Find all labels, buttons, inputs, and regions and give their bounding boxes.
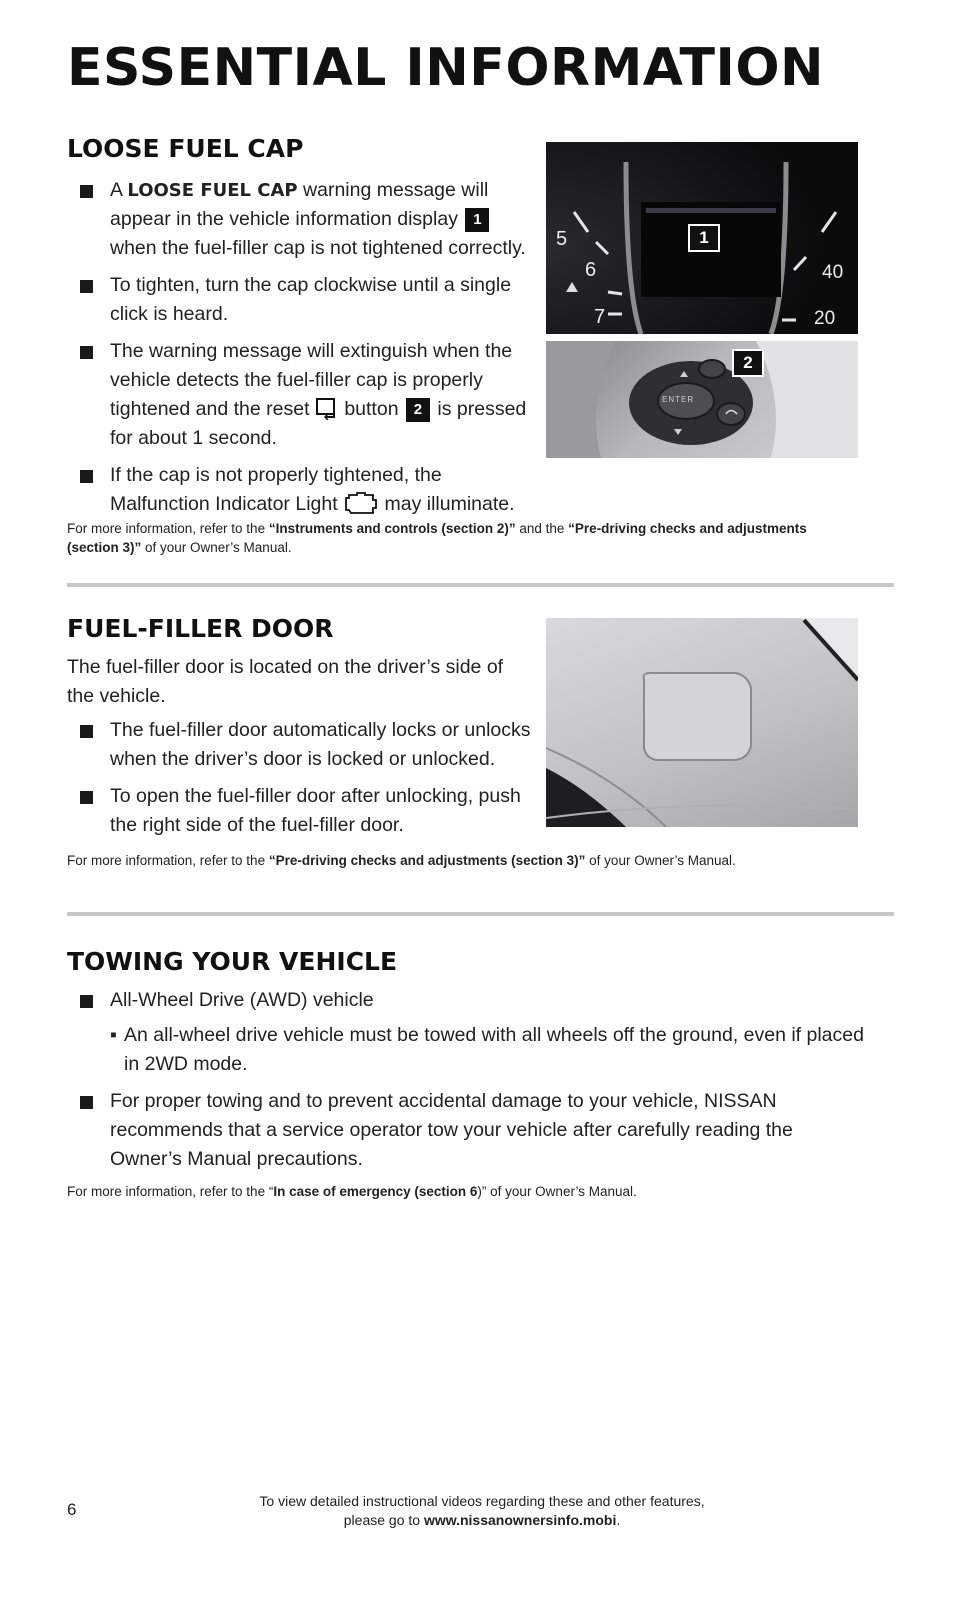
gauge-number: 20 xyxy=(814,308,836,329)
list-item: All-Wheel Drive (AWD) vehicle ▪ An all-wheel drive vehicle must be towed with all wheels off the ground, even if placed in 2WD mode. xyxy=(80,986,870,1079)
towing-list xyxy=(80,986,870,1182)
fuel-filler-door-photo xyxy=(546,618,858,827)
bullet-square-icon xyxy=(80,185,93,198)
sub-bullet-icon: ▪ xyxy=(110,1024,117,1046)
callout-1: 1 xyxy=(688,224,720,252)
warning-message-name: LOOSE FUEL CAP xyxy=(127,180,298,201)
bullet-square-icon xyxy=(80,791,93,804)
bullet-square-icon xyxy=(80,725,93,738)
steering-switch-photo xyxy=(546,341,858,458)
gauge-number: 40 xyxy=(822,262,844,283)
website-link[interactable]: www.nissanownersinfo.mobi xyxy=(423,1512,617,1528)
section-divider xyxy=(67,583,894,587)
steering-switch-illustration xyxy=(546,341,858,458)
list-item: For proper towing and to prevent accidental damage to your vehicle, NISSAN recommends that a service operator tow your vehicle after carefully reading the Owner’s Manual precautions. xyxy=(80,1087,870,1174)
page-number: 6 xyxy=(67,1500,77,1519)
bullet-square-icon xyxy=(80,280,93,293)
bullet-square-icon xyxy=(80,995,93,1008)
fuel-filler-door-intro: The fuel-filler door is located on the driver’s side of the vehicle. xyxy=(67,656,504,707)
towing-heading: TOWING YOUR VEHICLE xyxy=(67,947,398,976)
page-title: ESSENTIAL INFORMATION xyxy=(67,38,825,98)
fuel-filler-door-list xyxy=(80,716,540,848)
fuel-filler-door-heading: FUEL-FILLER DOOR xyxy=(67,614,334,643)
gauge-number: 7 xyxy=(594,306,606,328)
loose-fuel-cap-list xyxy=(80,176,540,527)
ref-tag-1: 1 xyxy=(465,208,489,232)
section-divider xyxy=(67,912,894,916)
bullet-square-icon xyxy=(80,470,93,483)
enter-button-label: ENTER xyxy=(662,395,695,404)
list-item: The fuel-filler door automatically locks or unlocks when the driver’s door is locked or unlocked. xyxy=(80,716,540,774)
list-item: If the cap is not properly tightened, the Malfunction Indicator Light may illuminate. xyxy=(80,461,540,519)
towing-reference-note: For more information, refer to the “In case of emergency (section 6)” of your Owner’s Manual. xyxy=(67,1184,637,1199)
fuel-filler-door-illustration xyxy=(546,618,858,827)
callout-2: 2 xyxy=(732,349,764,377)
reset-button-icon xyxy=(315,396,339,420)
gauge-number: 5 xyxy=(556,228,568,250)
gauge-number: 6 xyxy=(585,259,597,281)
list-item: The warning message will extinguish when the vehicle detects the fuel-filler cap is properly tightened and the reset button 2 is pressed for about 1 second. xyxy=(80,337,540,453)
list-item: To open the fuel-filler door after unlocking, push the right side of the fuel-filler door. xyxy=(80,782,540,840)
malfunction-indicator-light-icon xyxy=(343,491,379,515)
fuel-filler-door-reference-note: For more information, refer to the “Pre-driving checks and adjustments (section 3)” of your Owner’s Manual. xyxy=(67,853,736,868)
footer-note: To view detailed instructional videos regarding these and other features, please go to www.nissanownersinfo.mobi. xyxy=(259,1493,705,1528)
list-item: A LOOSE FUEL CAP warning message will appear in the vehicle information display 1 when the fuel-filler cap is not tightened correctly. xyxy=(80,176,540,263)
sub-list-item: ▪ An all-wheel drive vehicle must be towed with all wheels off the ground, even if placed in 2WD mode. xyxy=(110,1021,870,1079)
list-item: To tighten, turn the cap clockwise until a single click is heard. xyxy=(80,271,540,329)
bullet-square-icon xyxy=(80,1096,93,1109)
loose-fuel-cap-reference-note: For more information, refer to the “Instruments and controls (section 2)” and the “Pre-driving checks and adjustments (section 3)” of your Owner’s Manual. xyxy=(67,521,807,555)
ref-tag-2: 2 xyxy=(406,398,430,422)
bullet-square-icon xyxy=(80,346,93,359)
loose-fuel-cap-heading: LOOSE FUEL CAP xyxy=(67,134,304,163)
dashboard-display-photo xyxy=(546,142,858,334)
